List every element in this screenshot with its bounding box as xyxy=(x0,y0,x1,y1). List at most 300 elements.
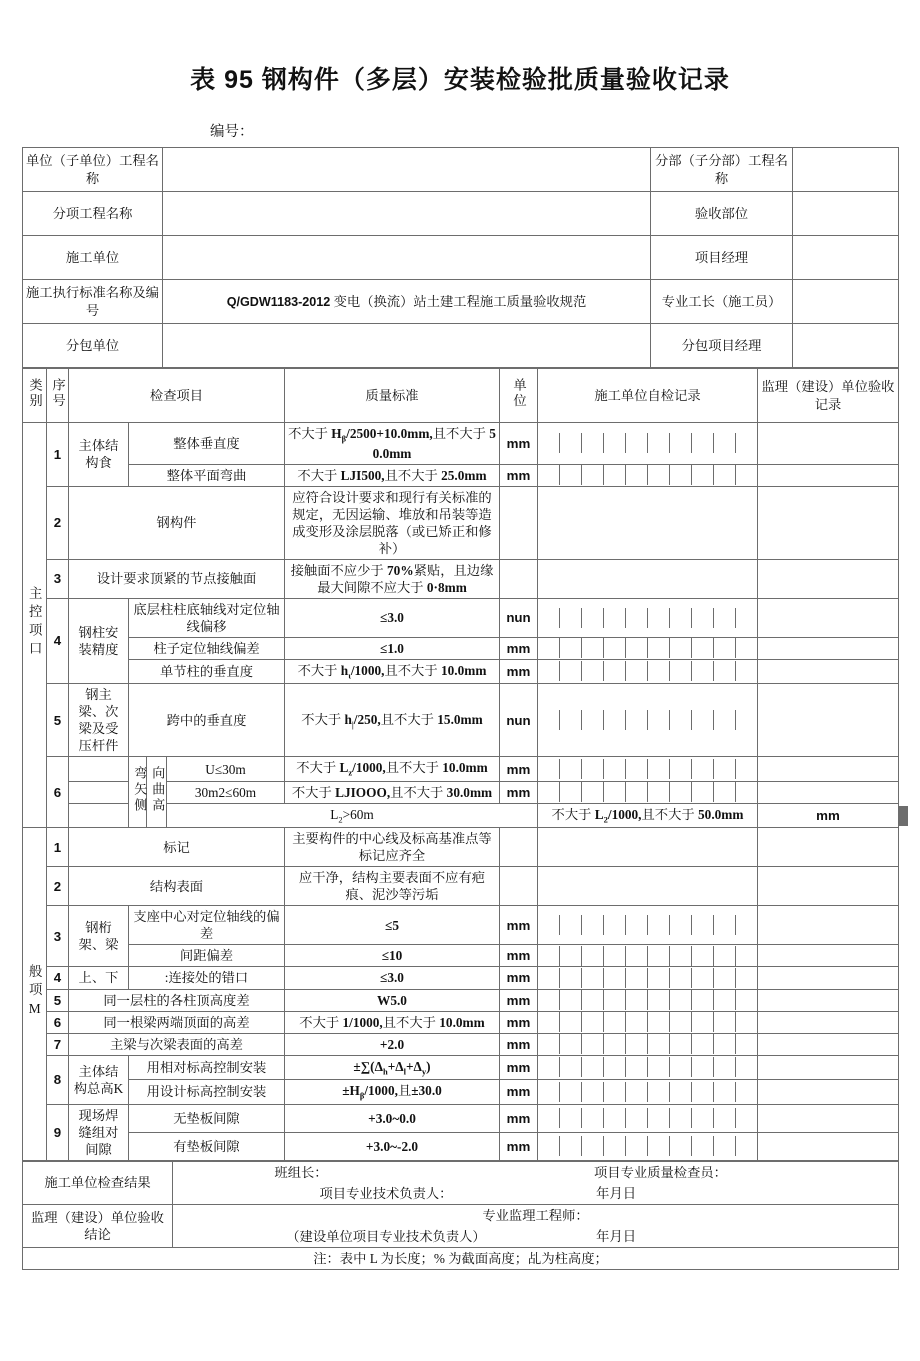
self-check-subcell[interactable] xyxy=(714,608,736,628)
self-check-subcell[interactable] xyxy=(736,782,757,802)
self-check-subcell[interactable] xyxy=(582,1136,604,1156)
self-check-subcell[interactable] xyxy=(670,1136,692,1156)
self-check-subcell[interactable] xyxy=(736,433,757,453)
unit-value: mm xyxy=(500,464,538,486)
self-check-subcell[interactable] xyxy=(604,608,626,628)
self-check-subcell[interactable] xyxy=(582,608,604,628)
self-check-subcell[interactable] xyxy=(714,1057,736,1077)
self-check-subcell[interactable] xyxy=(538,710,560,730)
self-check-subcell[interactable] xyxy=(582,1034,604,1054)
self-check-subcell[interactable] xyxy=(538,990,560,1010)
self-check-subcell[interactable] xyxy=(736,1082,757,1102)
supervision-record-cell[interactable] xyxy=(758,637,899,659)
inspection-item-group: 上、下 xyxy=(69,967,129,989)
self-check-subcell[interactable] xyxy=(648,1082,670,1102)
self-check-subcell[interactable] xyxy=(648,1012,670,1032)
self-check-subcell[interactable] xyxy=(626,782,648,802)
supervision-record-cell[interactable] xyxy=(758,464,899,486)
self-check-subcell[interactable] xyxy=(648,915,670,935)
self-check-subcell[interactable] xyxy=(736,915,757,935)
self-check-subcell[interactable] xyxy=(907,806,908,826)
project-manager-label: 项目经理 xyxy=(651,236,793,280)
self-check-subcell[interactable] xyxy=(736,465,757,485)
supervision-record-cell[interactable] xyxy=(758,486,899,559)
self-check-subcell[interactable] xyxy=(648,946,670,966)
inspection-item-group: 钢柱安装精度 xyxy=(69,598,129,684)
inspection-item: 主梁与次梁表面的高差 xyxy=(69,1033,285,1055)
self-check-subcell[interactable] xyxy=(648,465,670,485)
self-check-subcell[interactable] xyxy=(648,759,670,779)
technical-lead-field[interactable]: 项目专业技术负责人： xyxy=(319,1185,453,1201)
self-check-subcell[interactable] xyxy=(648,1034,670,1054)
self-check-subcell[interactable] xyxy=(692,1108,714,1128)
self-check-subcell[interactable] xyxy=(714,465,736,485)
self-check-subcell[interactable] xyxy=(670,990,692,1010)
self-check-subcell[interactable] xyxy=(538,1057,560,1077)
self-check-subcell[interactable] xyxy=(538,465,560,485)
self-check-subcell[interactable] xyxy=(692,465,714,485)
self-check-subcell[interactable] xyxy=(626,710,648,730)
self-check-subcell[interactable] xyxy=(692,710,714,730)
inspection-item: 间距偏差 xyxy=(129,945,285,967)
self-check-subcell[interactable] xyxy=(560,465,582,485)
self-check-subcell[interactable] xyxy=(714,1034,736,1054)
self-check-subcell[interactable] xyxy=(582,661,604,681)
self-check-subcell[interactable] xyxy=(538,638,560,658)
self-check-subcell[interactable] xyxy=(604,968,626,988)
self-check-subcell[interactable] xyxy=(538,782,560,802)
construction-result-body[interactable] xyxy=(173,1161,899,1204)
self-check-record-cell[interactable] xyxy=(538,945,758,967)
table-row xyxy=(23,867,899,906)
team-leader-field[interactable]: 班组长： xyxy=(274,1164,328,1180)
table-header-row xyxy=(23,369,899,423)
sub-item-value[interactable] xyxy=(163,192,651,236)
table-row xyxy=(23,637,899,659)
self-check-subcell[interactable] xyxy=(714,915,736,935)
self-check-subcell[interactable] xyxy=(648,433,670,453)
footer-table xyxy=(22,1161,899,1270)
row-seq: 2 xyxy=(47,867,69,906)
self-check-subcell[interactable] xyxy=(714,661,736,681)
self-check-subcell[interactable] xyxy=(648,968,670,988)
supervision-record-cell[interactable] xyxy=(758,684,899,757)
self-check-record-cell[interactable] xyxy=(538,1104,758,1132)
self-check-subcell[interactable] xyxy=(626,661,648,681)
self-check-record-cell[interactable] xyxy=(538,757,758,782)
row-seq: 6 xyxy=(47,757,69,828)
self-check-subcell[interactable] xyxy=(736,1012,757,1032)
self-check-subcell[interactable] xyxy=(692,1034,714,1054)
supervision-record-cell[interactable] xyxy=(758,1104,899,1132)
self-check-subcell[interactable] xyxy=(670,968,692,988)
self-check-subcell[interactable] xyxy=(538,1012,560,1032)
self-check-subcell[interactable] xyxy=(560,915,582,935)
self-check-record-cell[interactable] xyxy=(538,684,758,757)
foreman-value[interactable] xyxy=(793,280,899,324)
self-check-subcell[interactable] xyxy=(736,661,757,681)
self-check-subcell[interactable] xyxy=(538,968,560,988)
self-check-subcell[interactable] xyxy=(582,782,604,802)
self-check-subcell[interactable] xyxy=(736,1108,757,1128)
self-check-subcell[interactable] xyxy=(736,1057,757,1077)
supervision-record-cell[interactable] xyxy=(758,1033,899,1055)
self-check-subcell[interactable] xyxy=(582,433,604,453)
self-check-subcell[interactable] xyxy=(714,433,736,453)
inspection-item-group: 主体结构食 xyxy=(69,423,129,487)
self-check-subcell[interactable] xyxy=(736,946,757,966)
self-check-subcell[interactable] xyxy=(582,1082,604,1102)
self-check-subcell[interactable] xyxy=(626,638,648,658)
self-check-subcell[interactable] xyxy=(626,433,648,453)
supervision-record-cell[interactable] xyxy=(758,906,899,945)
quality-standard: +3.0~0.0 xyxy=(285,1104,500,1132)
unit-value xyxy=(500,867,538,906)
self-check-record-cell[interactable] xyxy=(538,1033,758,1055)
supervision-record-cell[interactable] xyxy=(758,1011,899,1033)
self-check-subcell[interactable] xyxy=(714,968,736,988)
self-check-subcell[interactable] xyxy=(714,946,736,966)
supervision-record-cell[interactable] xyxy=(758,967,899,989)
self-check-subcell[interactable] xyxy=(626,465,648,485)
footer-note: 注：表中 L 为长度；% 为截面高度；乩为柱高度； xyxy=(23,1248,899,1270)
self-check-subcell[interactable] xyxy=(560,638,582,658)
inspection-item: 跨中的垂直度 xyxy=(129,684,285,757)
self-check-subcell[interactable] xyxy=(604,915,626,935)
table-row xyxy=(23,559,899,598)
self-check-subcell[interactable] xyxy=(736,990,757,1010)
inspection-item-group: 钢主梁、次梁及受压杆件 xyxy=(69,684,129,757)
self-check-subcell[interactable] xyxy=(538,661,560,681)
inspection-item: 无垫板间隙 xyxy=(129,1104,285,1132)
self-check-subcell[interactable] xyxy=(626,915,648,935)
self-check-subcell[interactable] xyxy=(714,782,736,802)
self-check-subcell[interactable] xyxy=(626,946,648,966)
self-check-subcell[interactable] xyxy=(670,661,692,681)
self-check-subcell[interactable] xyxy=(538,1082,560,1102)
construction-result-label: 施工单位检查结果 xyxy=(23,1161,173,1204)
table-row xyxy=(23,1055,899,1080)
sub-item-label: 分项工程名称 xyxy=(23,192,163,236)
self-check-record-cell[interactable] xyxy=(538,1011,758,1033)
self-check-record-cell[interactable] xyxy=(538,1055,758,1080)
self-check-subcell[interactable] xyxy=(626,1082,648,1102)
self-check-subcell[interactable] xyxy=(670,1012,692,1032)
self-check-subcell[interactable] xyxy=(582,1012,604,1032)
self-check-subcell[interactable] xyxy=(670,782,692,802)
table-row xyxy=(23,1011,899,1033)
self-check-subcell[interactable] xyxy=(692,608,714,628)
supervisor-engineer-field[interactable]: 专业监理工程师： xyxy=(482,1207,589,1223)
self-check-subcell[interactable] xyxy=(560,608,582,628)
self-check-subcell[interactable] xyxy=(538,1108,560,1128)
table-row xyxy=(23,1104,899,1132)
standard-name: 变电（换流）站土建工程施工质量验收规范 xyxy=(333,293,587,309)
supervision-result-body[interactable] xyxy=(173,1204,899,1247)
self-check-subcell[interactable] xyxy=(538,946,560,966)
self-check-record-cell[interactable] xyxy=(538,867,758,906)
self-check-record-cell[interactable] xyxy=(538,989,758,1011)
self-check-subcell[interactable] xyxy=(692,433,714,453)
self-check-record-cell[interactable] xyxy=(538,967,758,989)
self-check-subcell[interactable] xyxy=(560,990,582,1010)
self-check-subcell[interactable] xyxy=(560,782,582,802)
self-check-subcell[interactable] xyxy=(736,759,757,779)
self-check-subcell[interactable] xyxy=(648,1057,670,1077)
self-check-subcell[interactable] xyxy=(670,433,692,453)
supervision-record-cell[interactable] xyxy=(758,598,899,637)
self-check-subcell[interactable] xyxy=(560,710,582,730)
self-check-subcell[interactable] xyxy=(604,782,626,802)
self-check-subcell[interactable] xyxy=(692,915,714,935)
self-check-subcell[interactable] xyxy=(582,465,604,485)
table-row xyxy=(23,1248,899,1270)
self-check-subcell[interactable] xyxy=(670,1057,692,1077)
self-check-subcell[interactable] xyxy=(604,990,626,1010)
self-check-subcell[interactable] xyxy=(714,1108,736,1128)
self-check-subcell[interactable] xyxy=(736,710,757,730)
self-check-subcell[interactable] xyxy=(736,968,757,988)
self-check-subcell[interactable] xyxy=(582,1108,604,1128)
self-check-subcell[interactable] xyxy=(648,990,670,1010)
self-check-record-cell[interactable] xyxy=(538,659,758,684)
table-row xyxy=(23,828,899,867)
foreman-label: 专业工长（施工员） xyxy=(651,280,793,324)
self-check-subcell[interactable] xyxy=(560,433,582,453)
table-row xyxy=(23,1204,899,1247)
self-check-subcell[interactable] xyxy=(648,608,670,628)
self-check-subcell[interactable] xyxy=(538,1136,560,1156)
self-check-subcell[interactable] xyxy=(692,990,714,1010)
self-check-subcell[interactable] xyxy=(714,1082,736,1102)
self-check-subcell[interactable] xyxy=(582,946,604,966)
self-check-subcell[interactable] xyxy=(648,661,670,681)
self-check-subcell[interactable] xyxy=(560,1012,582,1032)
table-row xyxy=(23,236,899,280)
self-check-subcell[interactable] xyxy=(582,1057,604,1077)
self-check-subcell[interactable] xyxy=(582,710,604,730)
self-check-subcell[interactable] xyxy=(670,1108,692,1128)
quality-inspector-field[interactable]: 项目专业质量检查员： xyxy=(594,1164,727,1180)
supervision-record-cell[interactable] xyxy=(758,1080,899,1105)
supervision-date-field[interactable]: 年月日 xyxy=(596,1228,637,1244)
self-check-record-cell[interactable] xyxy=(538,559,758,598)
self-check-subcell[interactable] xyxy=(670,915,692,935)
supervision-record-cell[interactable] xyxy=(758,867,899,906)
quality-standard: ≤3.0 xyxy=(285,967,500,989)
self-check-subcell[interactable] xyxy=(648,710,670,730)
self-check-subcell[interactable] xyxy=(604,1108,626,1128)
self-check-subcell[interactable] xyxy=(626,608,648,628)
col-category: 类别 xyxy=(23,369,47,423)
self-check-subcell[interactable] xyxy=(692,968,714,988)
quality-standard: 不大于 $L_2/1000$,且不大于 50.0mm xyxy=(538,803,758,828)
self-check-record-cell[interactable] xyxy=(538,1132,758,1160)
self-check-subcell[interactable] xyxy=(736,608,757,628)
division-value[interactable] xyxy=(793,148,899,192)
self-check-subcell[interactable] xyxy=(714,638,736,658)
inspection-item: 结构表面 xyxy=(69,867,285,906)
self-check-subcell[interactable] xyxy=(626,1012,648,1032)
self-check-subcell[interactable] xyxy=(736,1034,757,1054)
supervision-record-cell[interactable] xyxy=(758,423,899,465)
self-check-subcell[interactable] xyxy=(560,661,582,681)
construction-date-field[interactable]: 年月日 xyxy=(596,1185,637,1201)
unit-project-value[interactable] xyxy=(163,148,651,192)
self-check-record-cell[interactable] xyxy=(538,906,758,945)
self-check-subcell[interactable] xyxy=(604,1082,626,1102)
self-check-record-cell[interactable] xyxy=(538,781,758,803)
self-check-subcell[interactable] xyxy=(670,710,692,730)
col-inspection-item: 检查项目 xyxy=(69,369,285,423)
supervision-record-cell[interactable] xyxy=(758,828,899,867)
table-row xyxy=(23,659,899,684)
self-check-subcell[interactable] xyxy=(538,759,560,779)
self-check-subcell[interactable] xyxy=(670,638,692,658)
unit-value: mm xyxy=(500,1080,538,1105)
self-check-subcell[interactable] xyxy=(560,1034,582,1054)
category-label: 般项M xyxy=(27,963,43,1021)
self-check-subcell[interactable] xyxy=(538,608,560,628)
self-check-subcell[interactable] xyxy=(714,759,736,779)
self-check-subcell[interactable] xyxy=(692,1057,714,1077)
self-check-record-cell[interactable] xyxy=(538,637,758,659)
self-check-subcell[interactable] xyxy=(692,1136,714,1156)
self-check-subcell[interactable] xyxy=(560,946,582,966)
self-check-subcell[interactable] xyxy=(626,759,648,779)
self-check-subcell[interactable] xyxy=(692,638,714,658)
project-manager-value[interactable] xyxy=(793,236,899,280)
bend-direction-label: 向曲高 xyxy=(147,757,167,828)
unit-value: mm xyxy=(500,637,538,659)
self-check-subcell[interactable] xyxy=(714,1012,736,1032)
self-check-subcell[interactable] xyxy=(582,638,604,658)
inspection-item: 标记 xyxy=(69,828,285,867)
self-check-subcell[interactable] xyxy=(670,608,692,628)
unit-value: nun xyxy=(500,684,538,757)
self-check-subcell[interactable] xyxy=(604,1136,626,1156)
inspection-item-group: 现场焊缝组对间隙 xyxy=(69,1104,129,1160)
self-check-subcell[interactable] xyxy=(604,1012,626,1032)
self-check-subcell[interactable] xyxy=(736,638,757,658)
self-check-subcell[interactable] xyxy=(692,1082,714,1102)
self-check-subcell[interactable] xyxy=(538,1034,560,1054)
inspection-item: 整体垂直度 xyxy=(129,423,285,465)
self-check-subcell[interactable] xyxy=(604,465,626,485)
quality-standard: ≤10 xyxy=(285,945,500,967)
self-check-subcell[interactable] xyxy=(582,968,604,988)
inspection-item: 有垫板间隙 xyxy=(129,1132,285,1160)
self-check-subcell[interactable] xyxy=(604,759,626,779)
supervision-record-cell[interactable] xyxy=(758,1055,899,1080)
acceptance-part-value[interactable] xyxy=(793,192,899,236)
inspection-item: $L_2>60m$ xyxy=(167,803,538,828)
self-check-record-cell[interactable] xyxy=(538,464,758,486)
self-check-subcell[interactable] xyxy=(560,759,582,779)
construction-unit-value[interactable] xyxy=(163,236,651,280)
supervision-record-cell[interactable] xyxy=(758,989,899,1011)
self-check-subcell[interactable] xyxy=(692,946,714,966)
self-check-subcell[interactable] xyxy=(604,433,626,453)
self-check-subcell[interactable] xyxy=(714,990,736,1010)
self-check-subcell[interactable] xyxy=(582,990,604,1010)
self-check-subcell[interactable] xyxy=(648,638,670,658)
self-check-record-cell[interactable] xyxy=(538,486,758,559)
inspection-item: 30m2≤60m xyxy=(167,781,285,803)
page-title: 表 95 钢构件（多层）安装检验批质量验收记录 xyxy=(190,66,730,94)
supervision-record-cell[interactable] xyxy=(758,757,899,782)
self-check-subcell[interactable] xyxy=(670,1034,692,1054)
self-check-subcell[interactable] xyxy=(648,1136,670,1156)
self-check-subcell[interactable] xyxy=(692,782,714,802)
construction-unit-label: 施工单位 xyxy=(23,236,163,280)
subcontractor-value[interactable] xyxy=(163,324,651,368)
self-check-subcell[interactable] xyxy=(604,1057,626,1077)
self-check-record-cell[interactable] xyxy=(538,1080,758,1105)
supervision-record-cell[interactable] xyxy=(758,559,899,598)
self-check-subcell[interactable] xyxy=(714,1136,736,1156)
self-check-subcell[interactable] xyxy=(582,915,604,935)
self-check-subcell[interactable] xyxy=(604,946,626,966)
self-check-record-cell[interactable] xyxy=(538,828,758,867)
self-check-subcell[interactable] xyxy=(582,759,604,779)
self-check-subcell[interactable] xyxy=(648,1108,670,1128)
self-check-subcell[interactable] xyxy=(538,915,560,935)
self-check-subcell[interactable] xyxy=(626,990,648,1010)
self-check-subcell[interactable] xyxy=(626,1057,648,1077)
supervision-result-label: 监理（建设）单位验收结论 xyxy=(23,1204,173,1247)
inspection-item: 同一根梁两端顶面的高差 xyxy=(69,1011,285,1033)
self-check-subcell[interactable] xyxy=(626,1136,648,1156)
supervision-record-cell[interactable] xyxy=(758,781,899,803)
self-check-record-cell[interactable] xyxy=(538,423,758,465)
self-check-subcell[interactable] xyxy=(560,1108,582,1128)
standard-label: 施工执行标准名称及编号 xyxy=(23,280,163,324)
self-check-subcell[interactable] xyxy=(670,465,692,485)
supervision-record-cell[interactable] xyxy=(758,945,899,967)
self-check-subcell[interactable] xyxy=(560,968,582,988)
self-check-subcell[interactable] xyxy=(604,710,626,730)
self-check-subcell[interactable] xyxy=(560,1082,582,1102)
self-check-subcell[interactable] xyxy=(670,759,692,779)
supervision-record-cell[interactable] xyxy=(758,1132,899,1160)
sub-manager-value[interactable] xyxy=(793,324,899,368)
self-check-subcell[interactable] xyxy=(538,433,560,453)
supervision-record-cell[interactable] xyxy=(758,659,899,684)
self-check-subcell[interactable] xyxy=(560,1057,582,1077)
inspection-item-group xyxy=(69,757,129,782)
self-check-subcell[interactable] xyxy=(714,710,736,730)
self-check-subcell[interactable] xyxy=(692,1012,714,1032)
quality-standard: 接触面不应少于 70%紧贴，且边缘最大间隙不应大于 0·8mm xyxy=(285,559,500,598)
self-check-subcell[interactable] xyxy=(626,1034,648,1054)
self-check-record-cell[interactable] xyxy=(538,598,758,637)
self-check-subcell[interactable] xyxy=(692,661,714,681)
self-check-subcell[interactable] xyxy=(626,968,648,988)
self-check-subcell[interactable] xyxy=(670,1082,692,1102)
self-check-subcell[interactable] xyxy=(604,661,626,681)
self-check-subcell[interactable] xyxy=(736,1136,757,1156)
self-check-subcell[interactable] xyxy=(692,759,714,779)
self-check-subcell[interactable] xyxy=(670,946,692,966)
self-check-subcell[interactable] xyxy=(626,1108,648,1128)
self-check-subcell[interactable] xyxy=(560,1136,582,1156)
self-check-subcell[interactable] xyxy=(604,638,626,658)
self-check-subcell[interactable] xyxy=(604,1034,626,1054)
col-supervision: 监理（建设）单位验收记录 xyxy=(758,369,899,423)
unit-value: mm xyxy=(500,945,538,967)
self-check-subcell[interactable] xyxy=(648,782,670,802)
